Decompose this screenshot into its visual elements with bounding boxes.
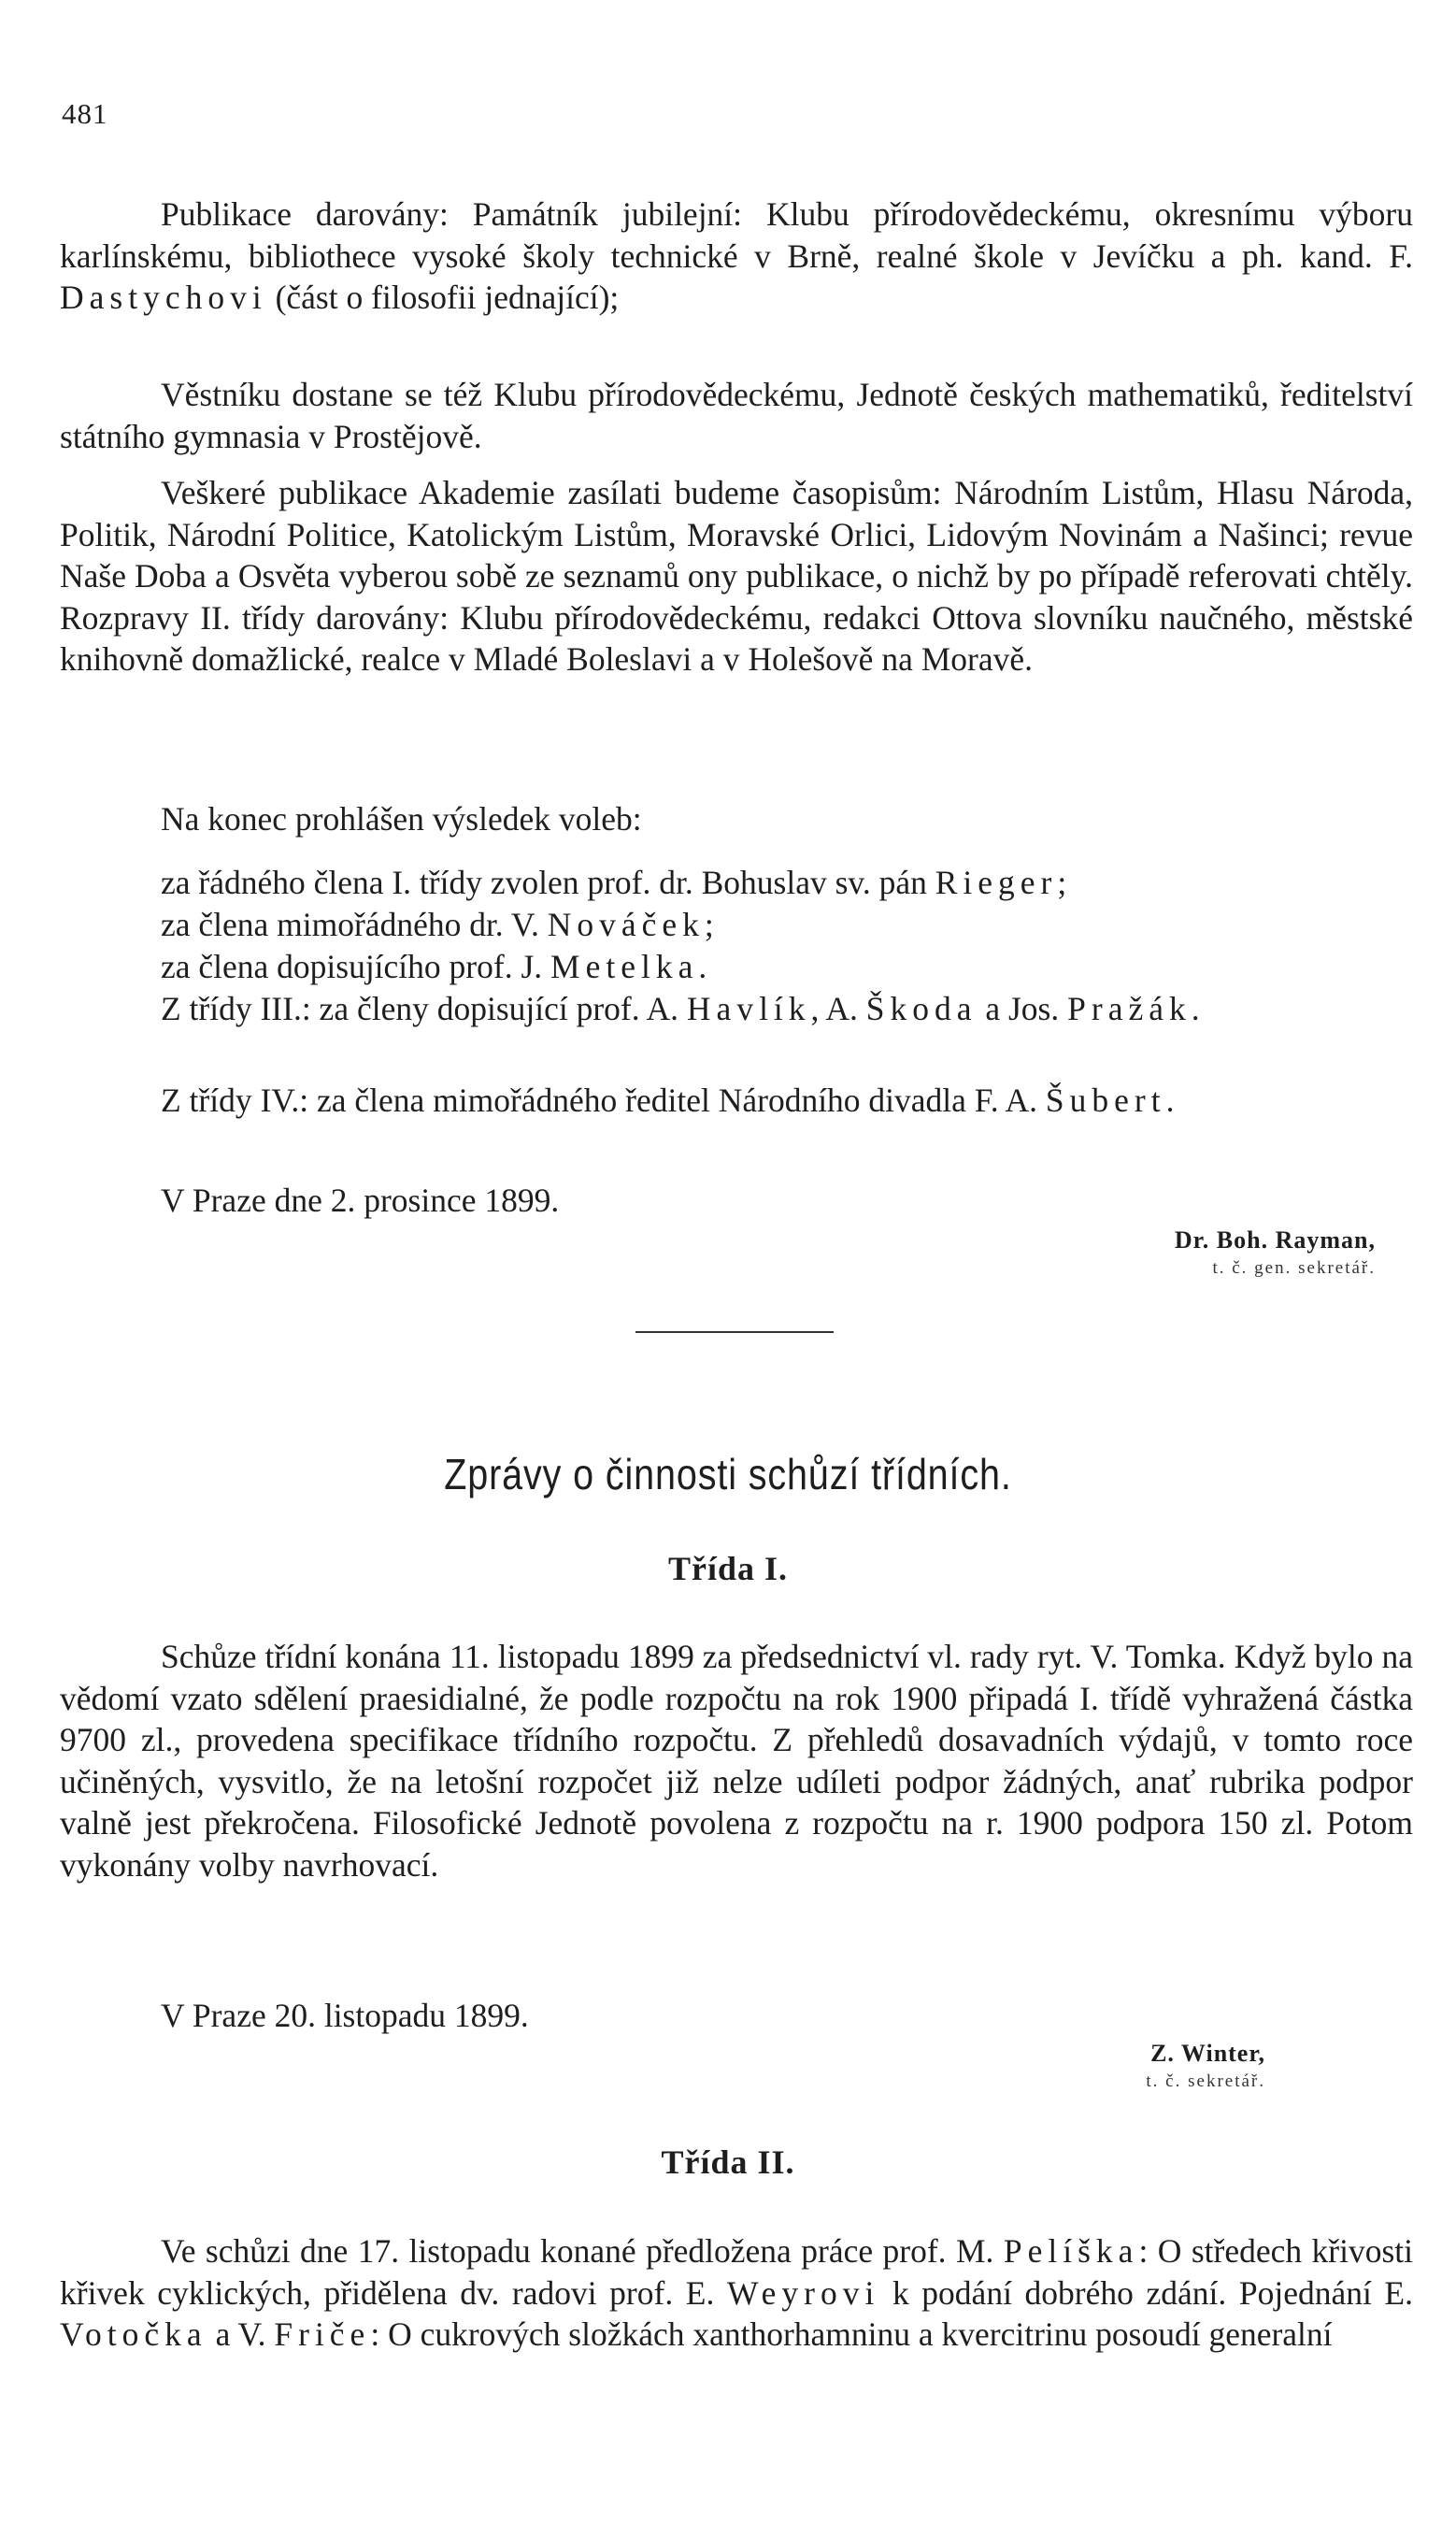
class-2-report [60,2230,1413,2356]
person-name: Friče [274,2315,371,2353]
signature-block-general-secretary [1175,1225,1376,1281]
class-2-heading: Třída II. [661,2143,795,2181]
text-run: a V. [207,2315,275,2353]
text-run: Z třídy IV.: za člena mimořádného ředitel Národního divadla F. A. [161,1082,1046,1119]
section-divider [635,1331,834,1333]
text-run: . [1165,1082,1175,1119]
dateline-2: V Praze 20. listopadu 1899. [161,1997,529,2034]
election-entry-5 [60,1080,1413,1122]
signatory-role: t. č. sekretář. [1146,2071,1265,2091]
text-run: ; [1057,864,1067,901]
person-name: Dastychovi [60,279,267,316]
signature-block-secretary [1146,2038,1265,2094]
paragraph-publications-donated [60,194,1413,319]
person-name: Pelíška [1003,2232,1139,2270]
person-name: Škoda [865,990,978,1027]
election-entry-1 [60,862,1413,904]
paragraph-publications-press: Veškeré publikace Akademie zasílati budeme časopisům: Národním Listům, Hlasu Národa, Politik, Národní Politice, Katolickým Listům, Moravské Orlici, Lidovým Novinám a Našinci; revue Naše Doba a Osvěta vyberou sobě ze seznamů ony publikace, o nichž by po případě referovati chtěly. Rozpravy II. třídy darovány: Klubu přírodovědeckému, redakci Ottova slovníku naučného, městské knihovně domažlické, realce v Mladé Boleslavi a v Holešově na Moravě. [60,474,1413,678]
person-name: Nováček [547,906,705,943]
text-run: : O cukrových složkách xanthorhamninu a kvercitrinu posoudí generalní [370,2315,1333,2353]
text-run: za člena dopisujícího prof. J. [161,948,551,985]
text-run: Publikace darovány: Památník jubilejní: Klubu přírodovědeckému, okresnímu výboru karlínskému, bibliothece vysoké školy technické v Brně, realné škole v Jevíčku a ph. kand. F. [60,195,1413,275]
text-run: Z třídy III.: za členy dopisující prof. A. [161,990,687,1027]
text-run: . [1191,990,1200,1027]
election-entry-2 [60,904,1413,946]
person-name: Metelka [550,948,699,985]
person-name: Šubert [1045,1082,1166,1119]
person-name: Rieger [935,864,1058,901]
text-run: . [698,948,707,985]
class-1-heading: Třída I. [667,1550,789,1587]
text-run: : O středech křivosti křivek cyklických, přidělena dv. radovi prof. E. [60,2232,1414,2312]
dateline-1: V Praze dne 2. prosince 1899. [161,1182,560,1219]
text-run: , A. [810,990,866,1027]
text-run: Ve schůzi dne 17. listopadu konané předložena práce prof. M. [161,2232,1004,2270]
person-name: Pražák [1067,990,1192,1027]
signatory-role: t. č. gen. sekretář. [1212,1258,1376,1278]
signatory-name: Dr. Boh. Rayman, [1174,1226,1376,1254]
class-1-report: Schůze třídní konána 11. listopadu 1899 za předsednictví vl. rady ryt. V. Tomka. Když bylo na vědomí vzato sdělení praesidialné, že podle rozpočtu na rok 1900 připadá I. třídě vyhražená částka 9700 zl., provedena specifikace třídního rozpočtu. Z přehledů dosavadních výdajů, v tomto roce učiněných, vysvitlo, že na letošní rozpočet již nelze udíleti podpor žádných, anať rubrika podpor valně jest překročena. Filosofické Jednotě povolena z rozpočtu na r. 1900 podpora 150 zl. Potom vykonány volby navrhovací. [60,1638,1413,1884]
text-run: k podání dobrého zdání. Pojednání E. [879,2273,1413,2312]
paragraph-election-intro: Na konec prohlášen výsledek voleb: [161,800,642,838]
person-name: Votočka [60,2315,207,2353]
person-name: Weyrovi [726,2273,880,2312]
text-run: (část o filosofii jednající); [266,279,620,316]
signatory-name: Z. Winter, [1150,2040,1265,2067]
section-title: Zprávy o činnosti schůzí třídních. [444,1450,1012,1498]
text-run: ; [704,906,714,943]
election-entry-4 [60,988,1413,1030]
paragraph-vestnik: Věstníku dostane se též Klubu přírodovědeckému, Jednotě českých mathematiků, ředitelství státního gymnasia v Prostějově. [60,376,1413,455]
election-entry-3 [60,946,1413,988]
text-run: za člena mimořádného dr. V. [161,906,548,943]
text-run: za řádného člena I. třídy zvolen prof. dr. Bohuslav sv. pán [161,864,935,901]
text-run: a Jos. [977,990,1068,1027]
page-number: 481 [62,97,108,130]
person-name: Havlík [686,990,811,1027]
